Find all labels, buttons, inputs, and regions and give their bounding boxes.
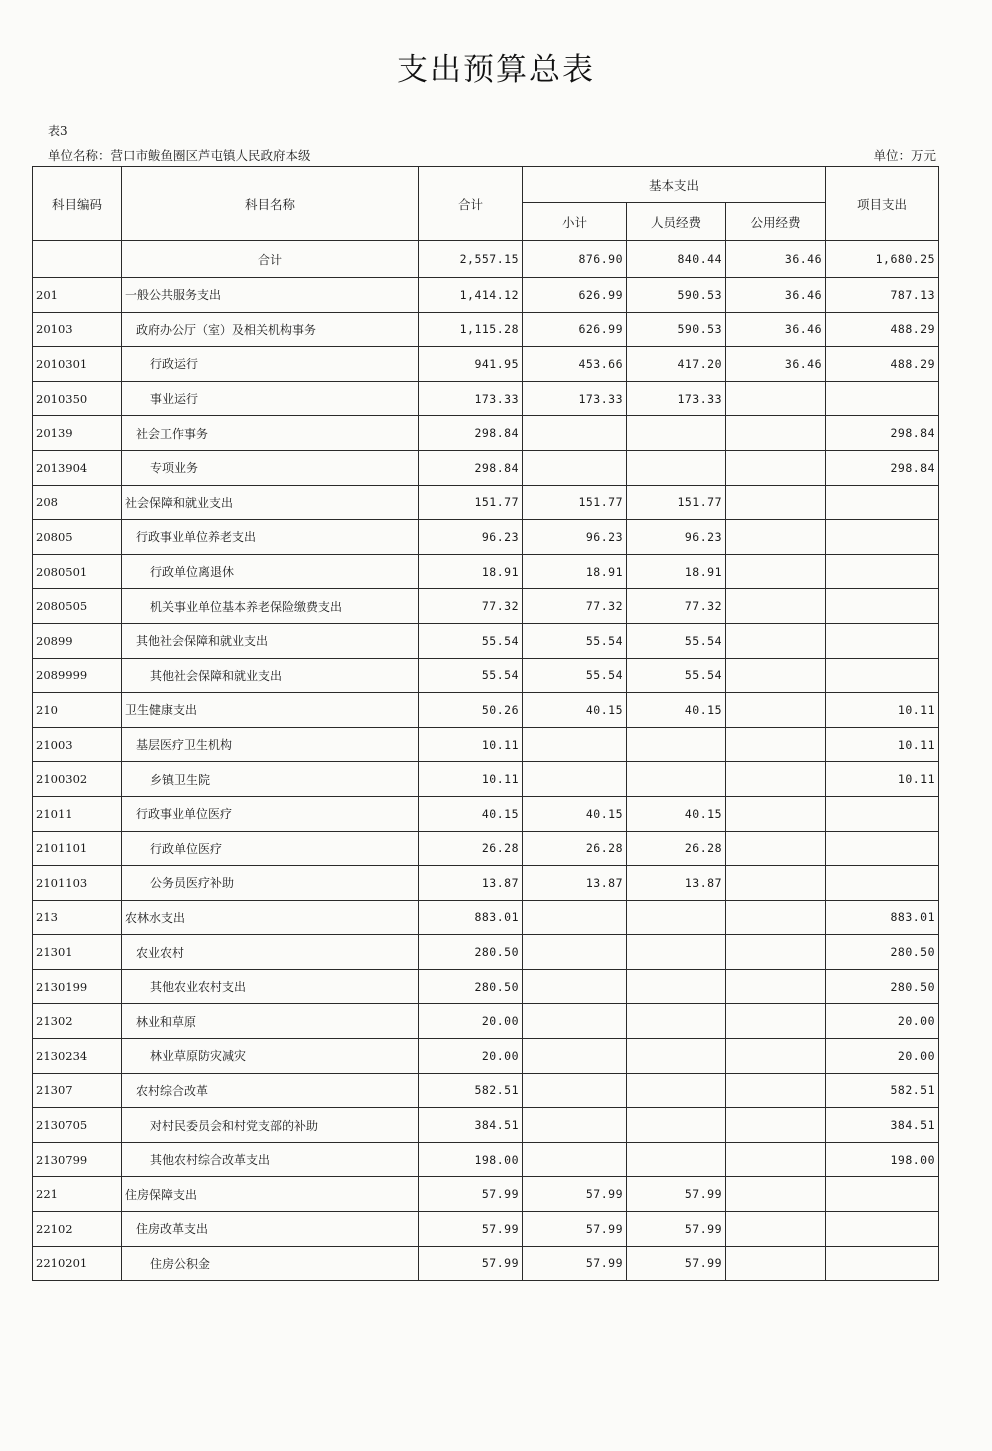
cell-public [726,796,826,831]
cell-total: 57.99 [419,1246,523,1281]
table-number: 表3 [48,124,68,138]
cell-public [726,623,826,658]
header-personnel: 人员经费 [627,203,726,241]
cell-code: 2100302 [33,762,122,797]
cell-personnel [627,935,726,970]
cell-project [826,658,939,693]
cell-personnel: 417.20 [627,347,726,382]
cell-subtotal [523,1142,627,1177]
cell-code: 2130234 [33,1039,122,1074]
cell-name: 行政运行 [122,347,419,382]
cell-total: 57.99 [419,1177,523,1212]
cell-name: 政府办公厅（室）及相关机构事务 [122,312,419,347]
cell-personnel [627,450,726,485]
table-row [33,658,939,693]
cell-code: 2089999 [33,658,122,693]
currency-unit: 单位：万元 [873,148,936,163]
cell-project [826,381,939,416]
table-row [33,1246,939,1281]
cell-name: 林业草原防灾减灾 [122,1039,419,1074]
cell-total: 941.95 [419,347,523,382]
table-row [33,1004,939,1039]
table-row [33,1177,939,1212]
cell-subtotal: 96.23 [523,520,627,555]
cell-name: 其他社会保障和就业支出 [122,623,419,658]
cell-public [726,969,826,1004]
cell-subtotal [523,1073,627,1108]
cell-name: 行政事业单位医疗 [122,796,419,831]
cell-total: 57.99 [419,1212,523,1247]
cell-subtotal [523,416,627,451]
cell-name: 乡镇卫生院 [122,762,419,797]
cell-public [726,693,826,728]
cell-subtotal: 40.15 [523,693,627,728]
cell-code: 21003 [33,727,122,762]
cell-project: 787.13 [826,278,939,313]
cell-personnel: 26.28 [627,831,726,866]
cell-total: 13.87 [419,866,523,901]
cell-personnel: 57.99 [627,1212,726,1247]
cell-name: 基层医疗卫生机构 [122,727,419,762]
cell-personnel: 40.15 [627,796,726,831]
cell-total: 55.54 [419,658,523,693]
header-basic: 基本支出 [523,167,826,203]
cell-code: 2130799 [33,1142,122,1177]
cell-name: 对村民委员会和村党支部的补助 [122,1108,419,1143]
cell-subtotal: 626.99 [523,278,627,313]
cell-subtotal: 57.99 [523,1177,627,1212]
cell-total: 198.00 [419,1142,523,1177]
cell-personnel: 57.99 [627,1177,726,1212]
cell-subtotal [523,935,627,970]
cell-project [826,1177,939,1212]
cell-public [726,554,826,589]
cell-public [726,1142,826,1177]
cell-name: 住房保障支出 [122,1177,419,1212]
cell-project [826,589,939,624]
cell-public: 36.46 [726,278,826,313]
cell-personnel [627,416,726,451]
cell-project: 298.84 [826,416,939,451]
cell-public [726,1004,826,1039]
cell-name: 事业运行 [122,381,419,416]
cell-public [726,658,826,693]
cell-code: 2101103 [33,866,122,901]
cell-total: 96.23 [419,520,523,555]
cell-name: 行政事业单位养老支出 [122,520,419,555]
cell-personnel [627,1142,726,1177]
cell-total: 18.91 [419,554,523,589]
cell-subtotal: 55.54 [523,623,627,658]
cell-personnel: 57.99 [627,1246,726,1281]
cell-project [826,866,939,901]
cell-name: 其他农业农村支出 [122,969,419,1004]
cell-total: 20.00 [419,1039,523,1074]
cell-subtotal: 57.99 [523,1246,627,1281]
table-row [33,969,939,1004]
cell-total: 26.28 [419,831,523,866]
cell-public [726,762,826,797]
cell-total: 173.33 [419,381,523,416]
cell-personnel [627,762,726,797]
cell-name: 行政单位离退休 [122,554,419,589]
table-row [33,866,939,901]
total-total: 2,557.15 [419,241,523,278]
header-total: 合计 [419,167,523,241]
table-row [33,727,939,762]
cell-personnel [627,1073,726,1108]
table-row [33,1108,939,1143]
cell-subtotal [523,762,627,797]
cell-subtotal: 173.33 [523,381,627,416]
cell-personnel: 590.53 [627,278,726,313]
cell-subtotal: 57.99 [523,1212,627,1247]
cell-public [726,520,826,555]
cell-public [726,900,826,935]
cell-project [826,831,939,866]
cell-public [726,1108,826,1143]
cell-subtotal: 13.87 [523,866,627,901]
cell-public [726,727,826,762]
cell-total: 384.51 [419,1108,523,1143]
cell-public [726,866,826,901]
cell-project [826,520,939,555]
cell-name: 专项业务 [122,450,419,485]
cell-public [726,1177,826,1212]
cell-name: 农业农村 [122,935,419,970]
header-subtotal: 小计 [523,203,627,241]
cell-code: 2130199 [33,969,122,1004]
cell-project: 198.00 [826,1142,939,1177]
cell-code: 221 [33,1177,122,1212]
table-row [33,589,939,624]
cell-name: 社会保障和就业支出 [122,485,419,520]
table-row [33,450,939,485]
table-row [33,762,939,797]
cell-name: 公务员医疗补助 [122,866,419,901]
cell-personnel [627,969,726,1004]
total-project: 1,680.25 [826,241,939,278]
table-row [33,381,939,416]
cell-personnel: 40.15 [627,693,726,728]
cell-total: 280.50 [419,969,523,1004]
cell-project: 20.00 [826,1039,939,1074]
cell-total: 50.26 [419,693,523,728]
cell-code: 2013904 [33,450,122,485]
total-subtotal: 876.90 [523,241,627,278]
cell-project: 582.51 [826,1073,939,1108]
header-name: 科目名称 [122,167,419,241]
cell-project [826,623,939,658]
cell-project [826,485,939,520]
cell-code: 21011 [33,796,122,831]
cell-total: 298.84 [419,450,523,485]
cell-project: 10.11 [826,693,939,728]
cell-subtotal: 40.15 [523,796,627,831]
cell-personnel: 590.53 [627,312,726,347]
cell-code: 20139 [33,416,122,451]
cell-project [826,796,939,831]
table-row [33,693,939,728]
cell-code: 20805 [33,520,122,555]
cell-name: 住房公积金 [122,1246,419,1281]
cell-name: 机关事业单位基本养老保险缴费支出 [122,589,419,624]
table-row [33,935,939,970]
cell-project: 10.11 [826,727,939,762]
cell-public [726,1212,826,1247]
table-row [33,485,939,520]
table-row [33,796,939,831]
cell-project: 488.29 [826,312,939,347]
cell-code: 2010350 [33,381,122,416]
cell-subtotal [523,969,627,1004]
cell-personnel [627,727,726,762]
cell-code: 21307 [33,1073,122,1108]
cell-personnel [627,900,726,935]
cell-public [726,450,826,485]
header-project: 项目支出 [826,167,939,241]
cell-name: 农林水支出 [122,900,419,935]
table-row [33,1073,939,1108]
table-row [33,416,939,451]
cell-project: 488.29 [826,347,939,382]
cell-public [726,416,826,451]
cell-subtotal: 151.77 [523,485,627,520]
cell-total: 77.32 [419,589,523,624]
total-public: 36.46 [726,241,826,278]
cell-total: 151.77 [419,485,523,520]
cell-name: 社会工作事务 [122,416,419,451]
cell-total: 280.50 [419,935,523,970]
cell-code: 2101101 [33,831,122,866]
budget-table [32,166,939,1281]
cell-personnel: 55.54 [627,658,726,693]
cell-name: 农村综合改革 [122,1073,419,1108]
cell-name: 住房改革支出 [122,1212,419,1247]
cell-subtotal: 55.54 [523,658,627,693]
cell-name: 其他农村综合改革支出 [122,1142,419,1177]
cell-code: 208 [33,485,122,520]
cell-name: 行政单位医疗 [122,831,419,866]
cell-name: 林业和草原 [122,1004,419,1039]
cell-subtotal: 626.99 [523,312,627,347]
cell-public: 36.46 [726,312,826,347]
cell-public [726,1246,826,1281]
table-row [33,520,939,555]
cell-total: 20.00 [419,1004,523,1039]
cell-code: 213 [33,900,122,935]
cell-personnel: 96.23 [627,520,726,555]
cell-personnel: 55.54 [627,623,726,658]
cell-project [826,1212,939,1247]
cell-total: 40.15 [419,796,523,831]
cell-total: 298.84 [419,416,523,451]
cell-personnel: 151.77 [627,485,726,520]
cell-subtotal: 77.32 [523,589,627,624]
cell-project: 384.51 [826,1108,939,1143]
cell-code: 21302 [33,1004,122,1039]
cell-public [726,589,826,624]
cell-personnel: 13.87 [627,866,726,901]
cell-total: 1,414.12 [419,278,523,313]
cell-code: 21301 [33,935,122,970]
cell-subtotal: 26.28 [523,831,627,866]
unit-name: 单位名称：营口市鲅鱼圈区芦屯镇人民政府本级 [48,148,311,163]
cell-code: 2010301 [33,347,122,382]
cell-public [726,381,826,416]
cell-public: 36.46 [726,347,826,382]
cell-code: 2080505 [33,589,122,624]
table-row [33,623,939,658]
cell-name: 一般公共服务支出 [122,278,419,313]
cell-subtotal [523,1004,627,1039]
cell-personnel [627,1004,726,1039]
cell-name: 其他社会保障和就业支出 [122,658,419,693]
cell-total: 582.51 [419,1073,523,1108]
cell-subtotal: 453.66 [523,347,627,382]
cell-name: 卫生健康支出 [122,693,419,728]
cell-subtotal [523,1108,627,1143]
cell-code: 201 [33,278,122,313]
cell-personnel: 77.32 [627,589,726,624]
cell-public [726,1039,826,1074]
table-row [33,1039,939,1074]
cell-project: 20.00 [826,1004,939,1039]
cell-public [726,1073,826,1108]
cell-total: 10.11 [419,762,523,797]
table-row [33,831,939,866]
cell-total: 1,115.28 [419,312,523,347]
cell-code: 2080501 [33,554,122,589]
table-row [33,312,939,347]
cell-subtotal [523,727,627,762]
cell-code: 22102 [33,1212,122,1247]
cell-project: 883.01 [826,900,939,935]
cell-subtotal: 18.91 [523,554,627,589]
cell-code: 20103 [33,312,122,347]
cell-public [726,935,826,970]
table-row [33,1142,939,1177]
cell-total: 883.01 [419,900,523,935]
cell-project: 280.50 [826,935,939,970]
cell-code: 2130705 [33,1108,122,1143]
cell-code: 20899 [33,623,122,658]
cell-total: 10.11 [419,727,523,762]
table-row [33,347,939,382]
total-code [33,241,122,278]
header-code: 科目编码 [33,167,122,241]
cell-personnel [627,1039,726,1074]
cell-subtotal [523,900,627,935]
cell-project [826,1246,939,1281]
cell-project [826,554,939,589]
table-row [33,900,939,935]
table-row [33,554,939,589]
cell-project: 10.11 [826,762,939,797]
cell-project: 280.50 [826,969,939,1004]
cell-subtotal [523,450,627,485]
cell-public [726,831,826,866]
cell-personnel: 18.91 [627,554,726,589]
cell-public [726,485,826,520]
table-row [33,1212,939,1247]
cell-code: 2210201 [33,1246,122,1281]
total-label: 合计 [122,241,419,278]
cell-personnel [627,1108,726,1143]
table-row [33,278,939,313]
cell-subtotal [523,1039,627,1074]
total-row [33,241,939,278]
page-title: 支出预算总表 [397,52,595,88]
header-public: 公用经费 [726,203,826,241]
cell-project: 298.84 [826,450,939,485]
total-personnel: 840.44 [627,241,726,278]
cell-personnel: 173.33 [627,381,726,416]
cell-code: 210 [33,693,122,728]
cell-total: 55.54 [419,623,523,658]
